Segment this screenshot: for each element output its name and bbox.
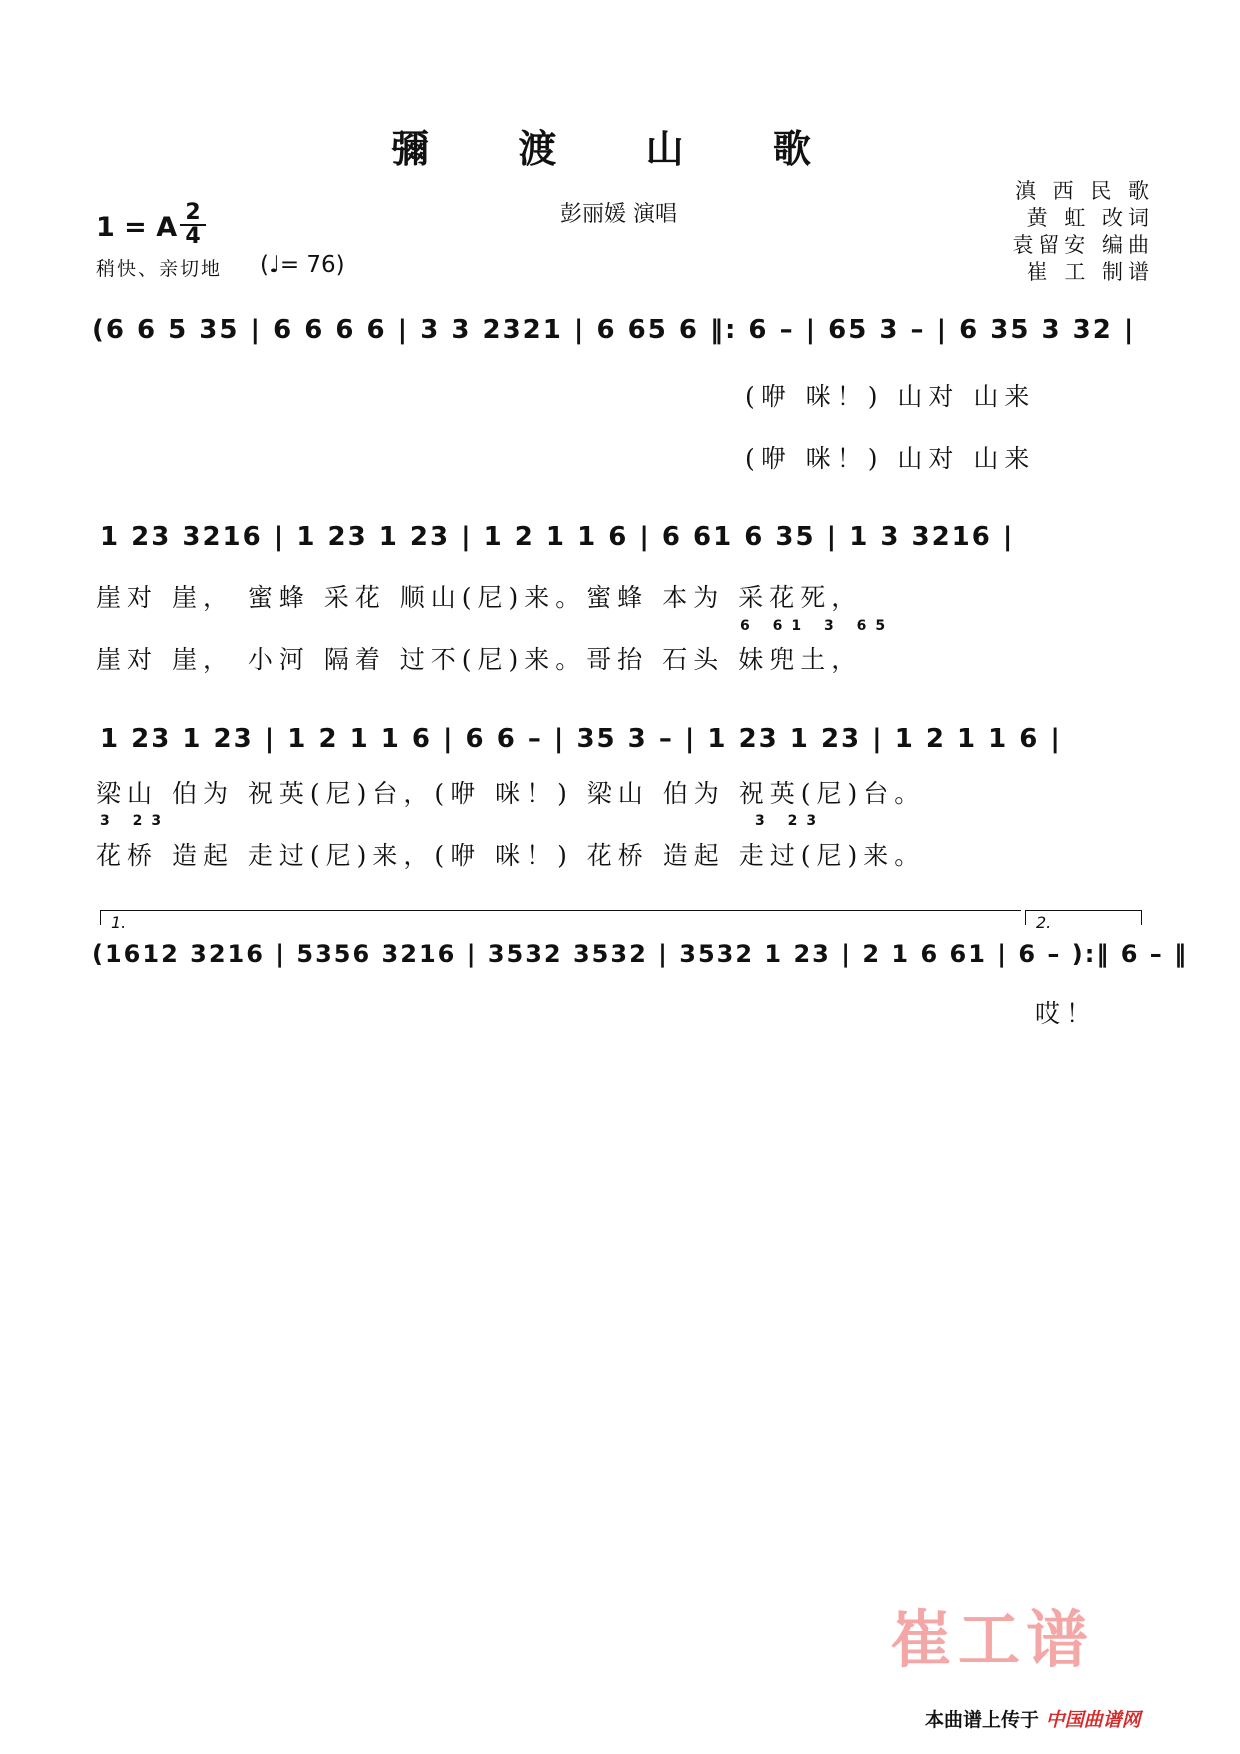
footer-site-link[interactable]: 中国曲谱网 [1045, 1709, 1141, 1731]
lyric-line: 花桥 造起 走过(尼)来，(咿 咪！) 花桥 造起 走过(尼)来。 [96, 841, 926, 870]
notation-line: 1 23 1 23 | 1 2 1 1 6 | 6 6 – | 35 3 – | 1 23 1 23 | 1 2 1 1 6 | [100, 724, 1062, 754]
alt-notation: 6 61 3 65 [740, 618, 895, 634]
lyric-line: 梁山 伯为 祝英(尼)台，(咿 咪！) 梁山 伯为 祝英(尼)台。 [96, 779, 926, 808]
lyric-line: 崖对 崖， 小河 隔着 过不(尼)来。哥抬 石头 妹兜土， [96, 645, 863, 674]
time-sig-bottom: 4 [185, 224, 201, 249]
time-sig-top: 2 [185, 200, 201, 225]
credits [1012, 178, 1154, 286]
credit-line: 崔 工 制谱 [1026, 260, 1154, 284]
score-title: 彌 渡 山 歌 [391, 126, 849, 171]
volta-2 [1025, 910, 1142, 932]
footer-prefix: 本曲谱上传于 [925, 1709, 1040, 1731]
notation-line: (6 6 5 35 | 6 6 6 6 | 3 3 2321 | 6 65 6 ‖: 6 – | 65 3 – | 6 35 3 32 | [92, 315, 1136, 345]
credit-line: 袁留安 编曲 [1012, 233, 1154, 257]
volta-1 [100, 910, 1021, 932]
performer: 彭丽媛 演唱 [560, 202, 677, 227]
notation-line: 1 23 3216 | 1 23 1 23 | 1 2 1 1 6 | 6 61 6 35 | 1 3 3216 | [100, 522, 1015, 552]
lyric-line: 哎！ [1035, 999, 1098, 1028]
volta-2-label: 2. [1036, 913, 1052, 932]
lyric-line: (咿 咪！) 山对 山来 [745, 382, 1036, 411]
alt-notation: 3 23 [755, 813, 826, 829]
volta-1-label: 1. [111, 913, 127, 932]
tempo-text: 稍快、亲切地 [96, 258, 223, 280]
lyric-line: 崖对 崖， 蜜蜂 采花 顺山(尼)来。蜜蜂 本为 采花死， [96, 583, 863, 612]
credit-line: 黄 虹 改词 [1026, 206, 1154, 230]
key-signature: 1 = A [96, 212, 178, 243]
notation-line: (1612 3216 | 5356 3216 | 3532 3532 | 3532 1 23 | 2 1 6 61 | 6 – ):‖ 6 – ‖ [92, 940, 1189, 968]
watermark-logo: 崔工谱 [890, 1603, 1095, 1676]
alt-notation: 3 23 [100, 813, 171, 829]
lyric-line: (咿 咪！) 山对 山来 [745, 444, 1036, 473]
time-signature [180, 200, 206, 249]
footer [925, 1705, 1141, 1732]
tempo-marking: (♩= 76) [260, 252, 345, 278]
credit-line: 滇 西 民 歌 [1014, 179, 1154, 203]
